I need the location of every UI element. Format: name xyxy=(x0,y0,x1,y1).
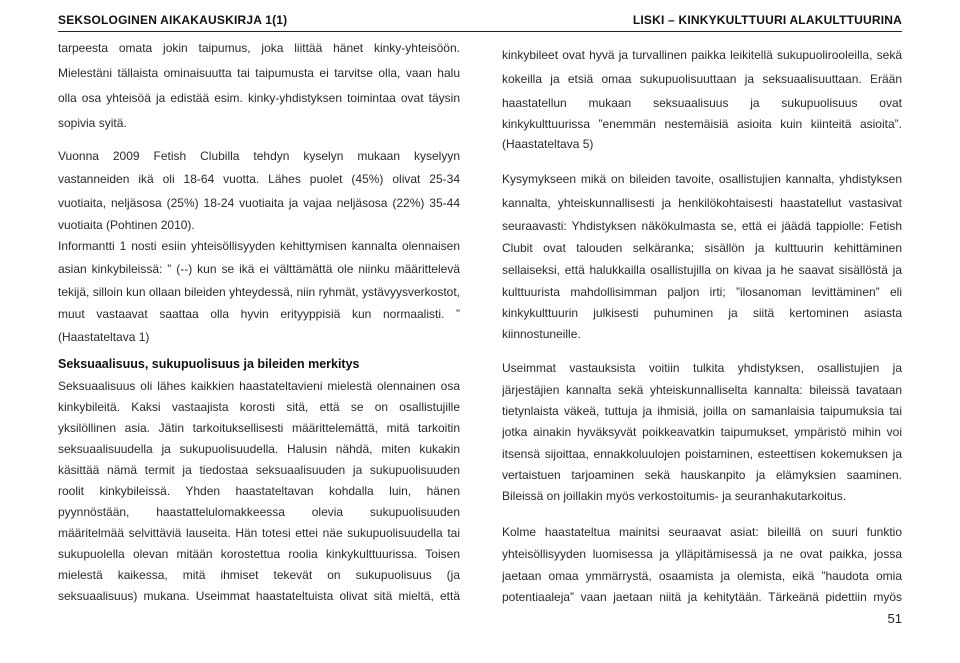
text-line: vertaistuen tarjoaminen sekä hauskanpito ja elämyksien saaminen. xyxy=(502,468,902,482)
text-line: haastatellun mukaan seksuaalisuus ja sukupuolisuus ovat xyxy=(502,96,902,110)
text-line: seksuaalisuus) mukana. Useimmat haastateltuista olivat sitä mieltä, että xyxy=(58,589,460,603)
text-line: tarpeesta omata jokin taipumus, joka liittää hänet kinky-yhteisöön. xyxy=(58,41,460,55)
text-line: kinkykulttuurin julkisesti puhuminen ja siitä kertominen asiasta xyxy=(502,306,902,320)
text-line: asian kinkybileissä: ” (--) kun se ikä ei välttämättä ole niinku määrittelevä xyxy=(58,262,460,276)
text-line: seuraavasti: Yhdistyksen näkökulmasta se, että ei jäädä tappiolle: Fetish xyxy=(502,219,902,233)
text-line: mielestä kaikessa, mitä ihmiset tekevät on sukupuolisuus (ja xyxy=(58,568,460,582)
column-bottom-right xyxy=(502,352,902,612)
text-line: Vuonna 2009 Fetish Clubilla tehdyn kyselyn mukaan kyselyyn xyxy=(58,149,460,163)
column-top-right xyxy=(502,40,902,340)
page-number: 51 xyxy=(887,611,902,626)
section-heading: Seksuaalisuus, sukupuolisuus ja bileiden merkitys xyxy=(58,357,360,371)
column-bottom-left xyxy=(58,352,460,612)
text-line: muut vastaavat saattaa olla hyvin erityyppisiä kun normaalisti. ” xyxy=(58,307,460,321)
text-line: vastanneiden ikä oli 18-64 vuotta. Lähes puolet (45%) olivat 25-34 xyxy=(58,172,460,186)
text-line: Informantti 1 nosti esiin yhteisöllisyyden kehittymisen kannalta olennaisen xyxy=(58,239,460,253)
text-line: sopivia syitä. xyxy=(58,116,127,130)
text-line: kinkybileitä. Kaksi vastaajista korosti sitä, että se on osallistujille xyxy=(58,400,460,414)
text-line: käsittää nämä termit ja tiedostaa seksuaalisuuden ja sukupuolisuuden xyxy=(58,463,460,477)
text-line: Clubit ovat talouden selkäranka; sisällön ja kulttuurin kehittäminen xyxy=(502,241,902,255)
text-line: kokeilla ja etsiä omaa sukupuolisuuttaan ja seksuaalisuuttaan. Erään xyxy=(502,72,902,86)
text-line: vuotiaita (Pohtinen 2010). xyxy=(58,218,195,232)
text-line: tekijä, silloin kun ollaan bileiden yhteydessä, niin ryhmät, ystävyysverkostot, xyxy=(58,285,460,299)
text-line: Useimmat vastauksista voitiin tulkita yhdistyksen, osallistujien ja xyxy=(502,361,902,375)
text-line: seksuaalisuudella ja sukupuolisuudella. Halusin nähdä, miten kukakin xyxy=(58,442,460,456)
text-line: jotka ainakin hyväksyvät poikkeavatkin taipumukset, ympäristö mihin voi xyxy=(502,425,902,439)
text-line: kannalta, yhteiskunnallisesti ja henkilökohtaisesti haastatellut vastasivat xyxy=(502,196,902,210)
article-running-title: LISKI – KINKYKULTTUURI ALAKULTTUURINA xyxy=(632,13,902,27)
journal-title: SEKSOLOGINEN AIKAKAUSKIRJA 1(1) xyxy=(58,13,288,27)
text-line: Bileissä on joillakin myös verkostoitumis- ja seuranhakutarkoitus. xyxy=(502,489,847,503)
text-line: kulttuurista mahdollisimman paljon irti; ”ilosanoman levittäminen” eli xyxy=(502,285,902,299)
text-line: vuotiaita, neljäsosa (25%) 18-24 vuotiaita ja vajaa neljäsosa (22%) 35-44 xyxy=(58,196,460,210)
text-line: (Haastateltava 5) xyxy=(502,137,594,151)
text-line: Kolme haastateltua mainitsi seuraavat asiat: bileillä on suuri funktio xyxy=(502,525,902,539)
text-line: kinkybileet ovat hyvä ja turvallinen paikka leikitellä sukupuolirooleilla, sekä xyxy=(502,48,902,62)
text-line: yksilöllinen asia. Jätin tarkoituksellisesti määrittelemättä, mitä tarkoitin xyxy=(58,421,460,435)
text-line: Seksuaalisuus oli lähes kaikkien haastateltavieni mielestä olennainen osa xyxy=(58,379,460,393)
text-line: itsensä sijoittaa, ennakkoluulojen poistaminen, esteettisen kokemuksen ja xyxy=(502,447,902,461)
text-line: potentiaaleja” vaan jaetaan niitä ja kehitytään. Tärkeänä pidettiin myös xyxy=(502,590,902,604)
page-header xyxy=(0,0,960,34)
header-rule xyxy=(58,31,902,32)
text-line: (Haastateltava 1) xyxy=(58,330,150,344)
text-line: Kysymykseen mikä on bileiden tavoite, osallistujien kannalta, yhdistyksen xyxy=(502,172,902,186)
text-line: olla osa yhteisöä ja edistää esim. kinky-yhdistyksen toimintaa ovat täysin xyxy=(58,91,460,105)
text-line: roolit kinkybileissä. Yhden haastateltavan kohdalla luin, hänen xyxy=(58,484,460,498)
text-line: kiinnostuneille. xyxy=(502,327,581,341)
text-line: järjestäjien kannalta sekä yhteiskunnalliselta kannalta: bileissä tavataan xyxy=(502,383,902,397)
text-line: sukupuolella olevan mitään korostettua roolia kinkykulttuurissa. Toisen xyxy=(58,547,460,561)
text-line: sellaiseksi, että halukkailla osallistujilla on kivaa ja he saavat sisällöstä ja xyxy=(502,263,902,277)
text-line: jaetaan omaa ymmärrystä, osaamista ja olemista, eikä ”haudota omia xyxy=(502,569,902,583)
text-line: kinkykulttuurissa ”enemmän nestemäisiä asioita kuin kiinteitä asioita”. xyxy=(502,117,902,131)
text-line: yhteisöllisyyden luomisessa ja ylläpitämisessä ja ne ovat paikka, jossa xyxy=(502,547,902,561)
text-line: Mielestäni tällaista ominaisuutta tai taipumusta ei tarvitse olla, vaan halu xyxy=(58,66,460,80)
column-top-left xyxy=(58,40,460,344)
text-line: tietynlaista väkeä, tuttuja ja ihmisiä, joilla on samanlaisia taipumuksia tai xyxy=(502,404,902,418)
text-line: määritelmää selvittäviä lauseita. Hän totesi ettei näe sukupuolisuudella tai xyxy=(58,526,460,540)
text-line: pyynnöstään, haastattelulomakkeessa olevia sukupuolisuuden xyxy=(58,505,460,519)
